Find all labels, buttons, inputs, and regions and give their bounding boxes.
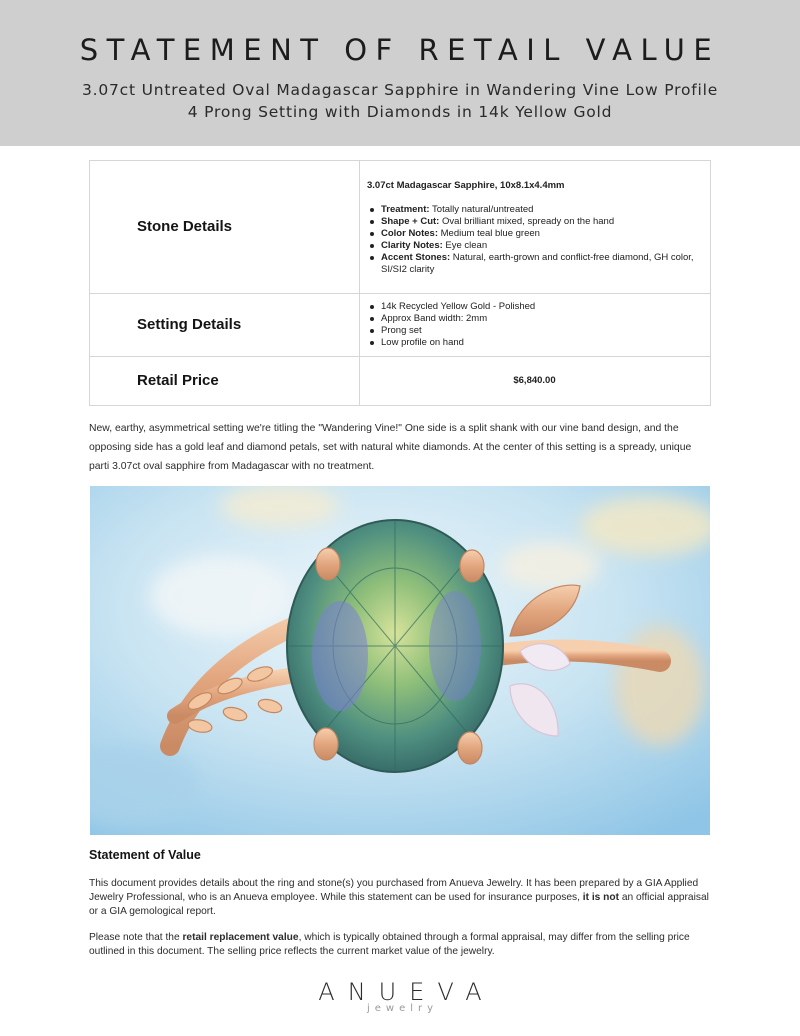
list-item: Approx Band width: 2mm	[367, 313, 702, 325]
setting-details-label: Setting Details	[137, 316, 242, 333]
anueva-logo	[0, 978, 800, 1014]
stone-details-label: Stone Details	[137, 218, 233, 235]
list-item: Accent Stones: Natural, earth-grown and conflict-free diamond, GH color, SI/SI2 clarity	[367, 252, 702, 276]
retail-price-value: $6,840.00	[360, 357, 711, 406]
ring-photo	[90, 486, 710, 835]
list-item: Prong set	[367, 325, 702, 337]
list-item: Clarity Notes: Eye clean	[367, 240, 702, 252]
list-item: Color Notes: Medium teal blue green	[367, 228, 702, 240]
list-item: Treatment: Totally natural/untreated	[367, 204, 702, 216]
stone-details-row	[90, 161, 711, 294]
stone-details-list	[367, 204, 702, 276]
details-table	[89, 160, 711, 406]
list-item: Low profile on hand	[367, 337, 702, 349]
product-description: New, earthy, asymmetrical setting we're titling the "Wandering Vine!" One side is a split shank with our vine band design, and the opposing side has a gold leaf and diamond petals, set with natural white diamonds. At the center of this setting is a spready, unique parti 3.07ct oval sapphire from Madagascar with no treatment.	[89, 423, 692, 472]
retail-price-row	[90, 357, 711, 406]
statement-title: Statement of Value	[89, 848, 201, 862]
document-title: STATEMENT OF RETAIL VALUE	[79, 33, 721, 67]
statement-paragraph-1: This document provides details about the ring and stone(s) you purchased from Anueva Jewelry. It has been prepared by a GIA Applied Jewelry Professional, who is an Anueva employee. While this statement can be used for insurance purposes, it is not an official appraisal or a GIA gemological report.	[89, 878, 709, 917]
retail-price-label: Retail Price	[137, 372, 219, 389]
logo-subtext: jewelry	[366, 1003, 439, 1014]
setting-details-list	[367, 301, 702, 349]
setting-details-row	[90, 294, 711, 357]
list-item: 14k Recycled Yellow Gold - Polished	[367, 301, 702, 313]
logo-wordmark: ANUEVA	[318, 978, 495, 1006]
statement-paragraph-2: Please note that the retail replacement value, which is typically obtained through a formal appraisal, may differ from the selling price outlined in this document. The selling price reflects the current market value of the jewelry.	[89, 932, 690, 957]
stone-heading: 3.07ct Madagascar Sapphire, 10x8.1x4.4mm	[367, 180, 565, 191]
document-subtitle: 3.07ct Untreated Oval Madagascar Sapphire in Wandering Vine Low Profile 4 Prong Setting with Diamonds in 14k Yellow Gold	[81, 81, 719, 121]
header-banner	[0, 0, 800, 146]
list-item: Shape + Cut: Oval brilliant mixed, spready on the hand	[367, 216, 702, 228]
